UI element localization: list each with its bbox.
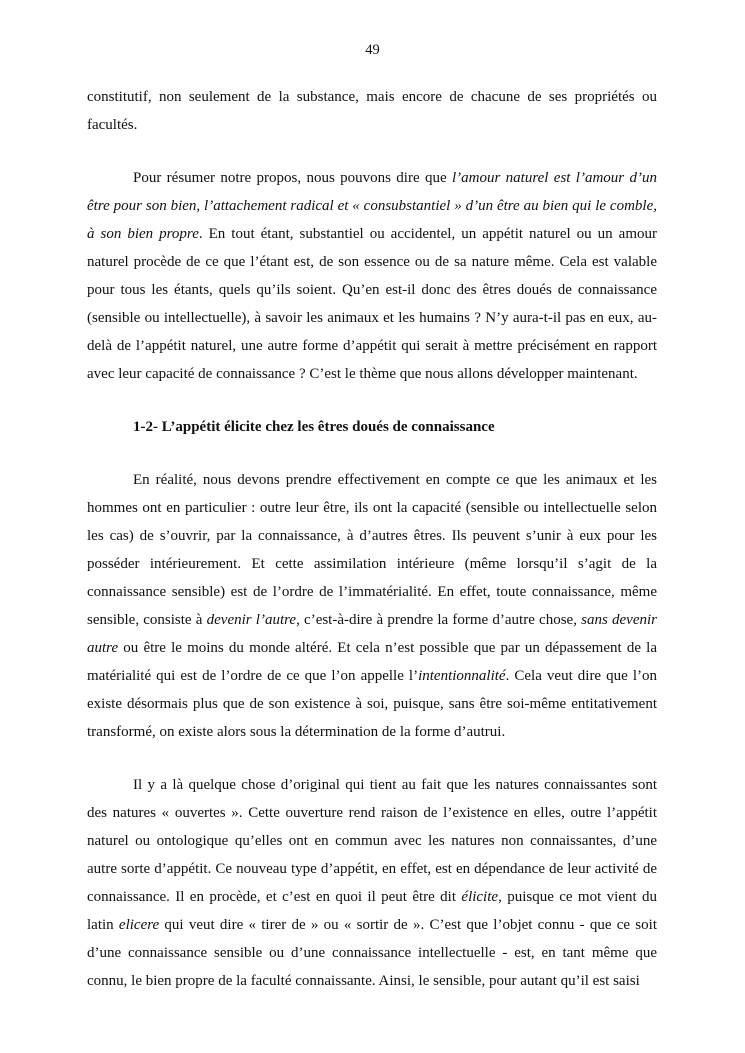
italic-phrase: élicite (461, 889, 499, 905)
paragraph-text: qui veut dire « tirer de » ou « sortir de ». C’est que l’objet connu - que ce soit d’une connaissance sensible ou d’une connaissance intellectuelle - est, en tant même que connu, le bien propre de la faculté connaissante. Ainsi, le sensible, pour autant qu’il est saisi (87, 917, 657, 989)
body-text (87, 83, 657, 995)
paragraph-text: . En tout étant, substantiel ou accidentel, un appétit naturel ou un amour naturel procède de ce que l’étant est, de son essence ou de sa nature même. Cela est valable pour tous les étants, quels qu’ils soient. Qu’en est-il donc des êtres doués de connaissance (sensible ou intellectuelle), à savoir les animaux et les humains ? N’y aura-t-il pas en eux, au-delà de l’appétit naturel, une autre forme d’appétit qui serait à mettre précisément en rapport avec leur capacité de connaissance ? C’est le thème que nous allons développer maintenant. (87, 226, 657, 382)
paragraph-text: constitutif, non seulement de la substance, mais encore de chacune de ses propriétés ou facultés. (87, 89, 657, 133)
italic-phrase: sans devenir autre (87, 612, 658, 656)
italic-phrase: devenir l’autre (206, 612, 297, 628)
paragraph-text: Il y a là quelque chose d’original qui tient au fait que les natures connaissantes sont des natures « ouvertes ». Cette ouverture rend raison de l’existence en elles, outre l’appétit naturel ou ontologique qu’elles ont en commun avec les natures non connaissantes, d’une autre sorte d’appétit. Ce nouveau type d’appétit, en effet, est en dépendance de leur activité de connaissance. Il en procède, et c’est en quoi il peut être dit (87, 777, 657, 905)
paragraph-summary (87, 164, 657, 388)
paragraph-text: , c’est-à-dire à prendre la forme d’autre chose, (296, 612, 582, 628)
page-number: 49 (365, 42, 380, 58)
paragraph-text: , puisque ce mot vient du latin (87, 889, 658, 933)
section-heading: 1-2- L’appétit élicite chez les êtres doués de connaissance (133, 419, 495, 435)
paragraph-elicite (87, 771, 657, 995)
italic-phrase: l’amour naturel est l’amour d’un être pour son bien, l’attachement radical et « consubstantiel » d’un être au bien qui le comble, à son bien propre (87, 170, 657, 242)
italic-phrase: intentionnalité (418, 668, 506, 684)
italic-phrase: elicere (118, 917, 160, 933)
paragraph-text: En réalité, nous devons prendre effectivement en compte ce que les animaux et les hommes ont en particulier : outre leur être, ils ont la capacité (sensible ou intellectuelle selon les cas) de s’ouvrir, par la connaissance, à d’autres êtres. Ils peuvent s’unir à eux pour les posséder intérieurement. Et cette assimilation intérieure (même lorsqu’il s’agit de la connaissance sensible) est de l’ordre de l’immatérialité. En effet, toute connaissance, même sensible, consiste à (87, 472, 657, 628)
paragraph-knowledge (87, 466, 657, 746)
paragraph-continuation (87, 83, 657, 139)
paragraph-text: . Cela veut dire que l’on existe désormais plus que de son existence à soi, puisque, sans être soi-même entitativement transformé, on existe alors sous la détermination de la forme d’autrui. (87, 668, 657, 740)
paragraph-text: ou être le moins du monde altéré. Et cela n’est possible que par un dépassement de la matérialité qui est de l’ordre de ce que l’on appelle l’ (87, 640, 657, 684)
paragraph-text: Pour résumer notre propos, nous pouvons dire que (133, 170, 452, 186)
